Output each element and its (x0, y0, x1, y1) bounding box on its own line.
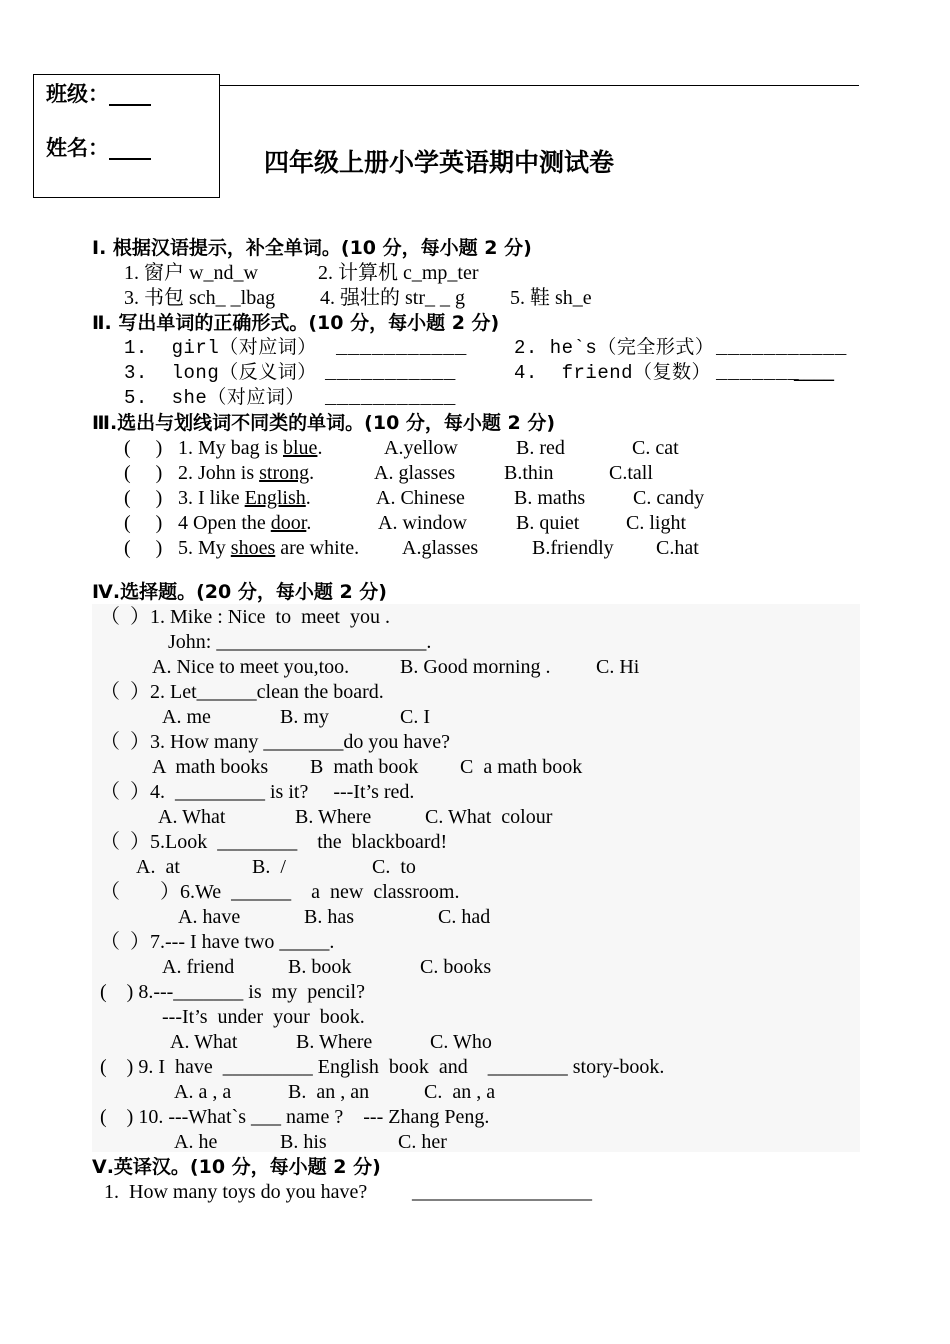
s3-q5-c: C.hat (656, 537, 699, 559)
s4-q8: ( ) 8.---_______ is my pencil? (100, 981, 365, 1003)
s3-q2-b: B.thin (504, 462, 554, 484)
s4-q1: （ ）1. Mike : Nice to meet you . (100, 606, 390, 628)
s4-q6: （ ）6.We ______ a new classroom. (100, 881, 460, 903)
s2-blank-5: ___________ (325, 387, 456, 409)
s4-q2-a: A. me (162, 706, 211, 728)
s4-q1-a: A. Nice to meet you,too. (152, 656, 350, 678)
s2-item-4: 4. friend（复数） (514, 362, 712, 384)
s2-blank-1: ___________ (336, 337, 467, 359)
section-2-heading: Ⅱ. 写出单词的正确形式。(10 分，每小题 2 分) (92, 312, 500, 334)
s3-q4: 4 Open the door. (178, 512, 312, 534)
s3-paren: ( ) (124, 437, 163, 459)
s3-q1-b: B. red (516, 437, 565, 459)
s1-item-5: 5. 鞋 sh_e (510, 287, 592, 309)
s2-blank-4-ext: ____ (794, 361, 834, 383)
s4-q4-a: A. What (158, 806, 226, 828)
s4-q5: （ ）5.Look ________ the blackboard! (100, 831, 448, 853)
s3-q4-b: B. quiet (516, 512, 580, 534)
s3-paren: ( ) (124, 487, 163, 509)
s3-paren: ( ) (124, 537, 163, 559)
s1-item-2: 2. 计算机 c_mp_ter (318, 262, 479, 284)
s2-item-3: 3. long（反义词） (124, 362, 317, 384)
s3-q1-a: A.yellow (384, 437, 458, 459)
s4-q8-a: A. What (170, 1031, 238, 1053)
s5-q1: 1. How many toys do you have? (104, 1181, 368, 1203)
s4-q4-c: C. What colour (425, 806, 553, 828)
s5-q1-blank: __________________ (412, 1181, 592, 1203)
s3-q3-c: C. candy (633, 487, 705, 509)
s3-q4-a: A. window (378, 512, 467, 534)
s3-q5: 5. My shoes are white. (178, 537, 360, 559)
s4-q1-b: B. Good morning . (400, 656, 551, 678)
s4-q5-a: A. at (136, 856, 180, 878)
s4-q9: ( ) 9. I have _________ English book and ________ story-book. (100, 1056, 665, 1078)
s4-q8-c: C. Who (430, 1031, 492, 1053)
class-field: 班级：____ (46, 82, 151, 106)
s4-q9-c: C. an , a (424, 1081, 496, 1103)
name-field: 姓名：____ (46, 136, 151, 160)
s4-q2-b: B. my (280, 706, 329, 728)
s4-q3-a: A math books (152, 756, 269, 778)
s4-q10-a: A. he (174, 1131, 218, 1153)
s3-q4-c: C. light (626, 512, 687, 534)
s4-q1-reply: John: _____________________. (168, 631, 432, 653)
s4-q7-a: A. friend (162, 956, 235, 978)
s3-paren: ( ) (124, 462, 163, 484)
s3-paren: ( ) (124, 512, 163, 534)
s4-q9-a: A. a , a (174, 1081, 232, 1103)
s4-q1-c: C. Hi (596, 656, 640, 678)
s3-q1: 1. My bag is blue. (178, 437, 323, 459)
s4-q3-c: C a math book (460, 756, 583, 778)
s4-q10: ( ) 10. ---What`s ___ name ? --- Zhang Peng. (100, 1106, 490, 1128)
s4-q7-b: B. book (288, 956, 352, 978)
section-4-heading: Ⅳ.选择题。(20 分，每小题 2 分) (92, 581, 387, 603)
s3-q2: 2. John is strong. (178, 462, 315, 484)
s4-q10-b: B. his (280, 1131, 327, 1153)
s4-q9-b: B. an , an (288, 1081, 370, 1103)
header-rule (219, 85, 859, 86)
s2-blank-2: ___________ (716, 337, 847, 359)
s1-item-4: 4. 强壮的 str_ _ g (320, 287, 465, 309)
s4-q4: （ ）4. _________ is it? ---It’s red. (100, 781, 415, 803)
s3-q2-c: C.tall (609, 462, 653, 484)
s1-item-1: 1. 窗户 w_nd_w (124, 262, 258, 284)
section-3-heading: Ⅲ.选出与划线词不同类的单词。(10 分，每小题 2 分) (92, 412, 556, 434)
s2-item-2: 2. he`s（完全形式） (514, 337, 715, 359)
s4-q3: （ ）3. How many ________do you have? (100, 731, 450, 753)
s3-q3-b: B. maths (514, 487, 586, 509)
s4-q5-c: C. to (372, 856, 416, 878)
s2-item-1: 1. girl（对应词） (124, 337, 317, 359)
s3-q5-b: B.friendly (532, 537, 614, 559)
s3-q3-a: A. Chinese (376, 487, 465, 509)
s2-blank-3: ___________ (325, 362, 456, 384)
s3-q2-a: A. glasses (374, 462, 456, 484)
s4-q6-c: C. had (438, 906, 491, 928)
s4-q5-b: B. / (252, 856, 286, 878)
s4-q2: （ ）2. Let______clean the board. (100, 681, 384, 703)
section-5-heading: Ⅴ.英译汉。(10 分，每小题 2 分) (92, 1156, 381, 1178)
s4-q2-c: C. I (400, 706, 430, 728)
s1-item-3: 3. 书包 sch_ _lbag (124, 287, 276, 309)
s4-q8-b: B. Where (296, 1031, 373, 1053)
s3-q3: 3. I like English. (178, 487, 311, 509)
s4-q3-b: B math book (310, 756, 419, 778)
s3-q1-c: C. cat (632, 437, 679, 459)
s4-q6-a: A. have (178, 906, 241, 928)
s4-q4-b: B. Where (295, 806, 372, 828)
section-1-heading: Ⅰ. 根据汉语提示，补全单词。(10 分，每小题 2 分) (92, 237, 532, 259)
s2-blank-4: _______ (716, 362, 800, 384)
s3-q5-a: A.glasses (402, 537, 479, 559)
s4-q6-b: B. has (304, 906, 354, 928)
s4-q10-c: C. her (398, 1131, 447, 1153)
page-title: 四年级上册小学英语期中测试卷 (264, 148, 615, 177)
s4-q8-reply: ---It’s under your book. (162, 1006, 365, 1028)
s4-q7-c: C. books (420, 956, 492, 978)
s2-item-5: 5. she（对应词） (124, 387, 305, 409)
s4-q7: （ ）7.--- I have two _____. (100, 931, 335, 953)
